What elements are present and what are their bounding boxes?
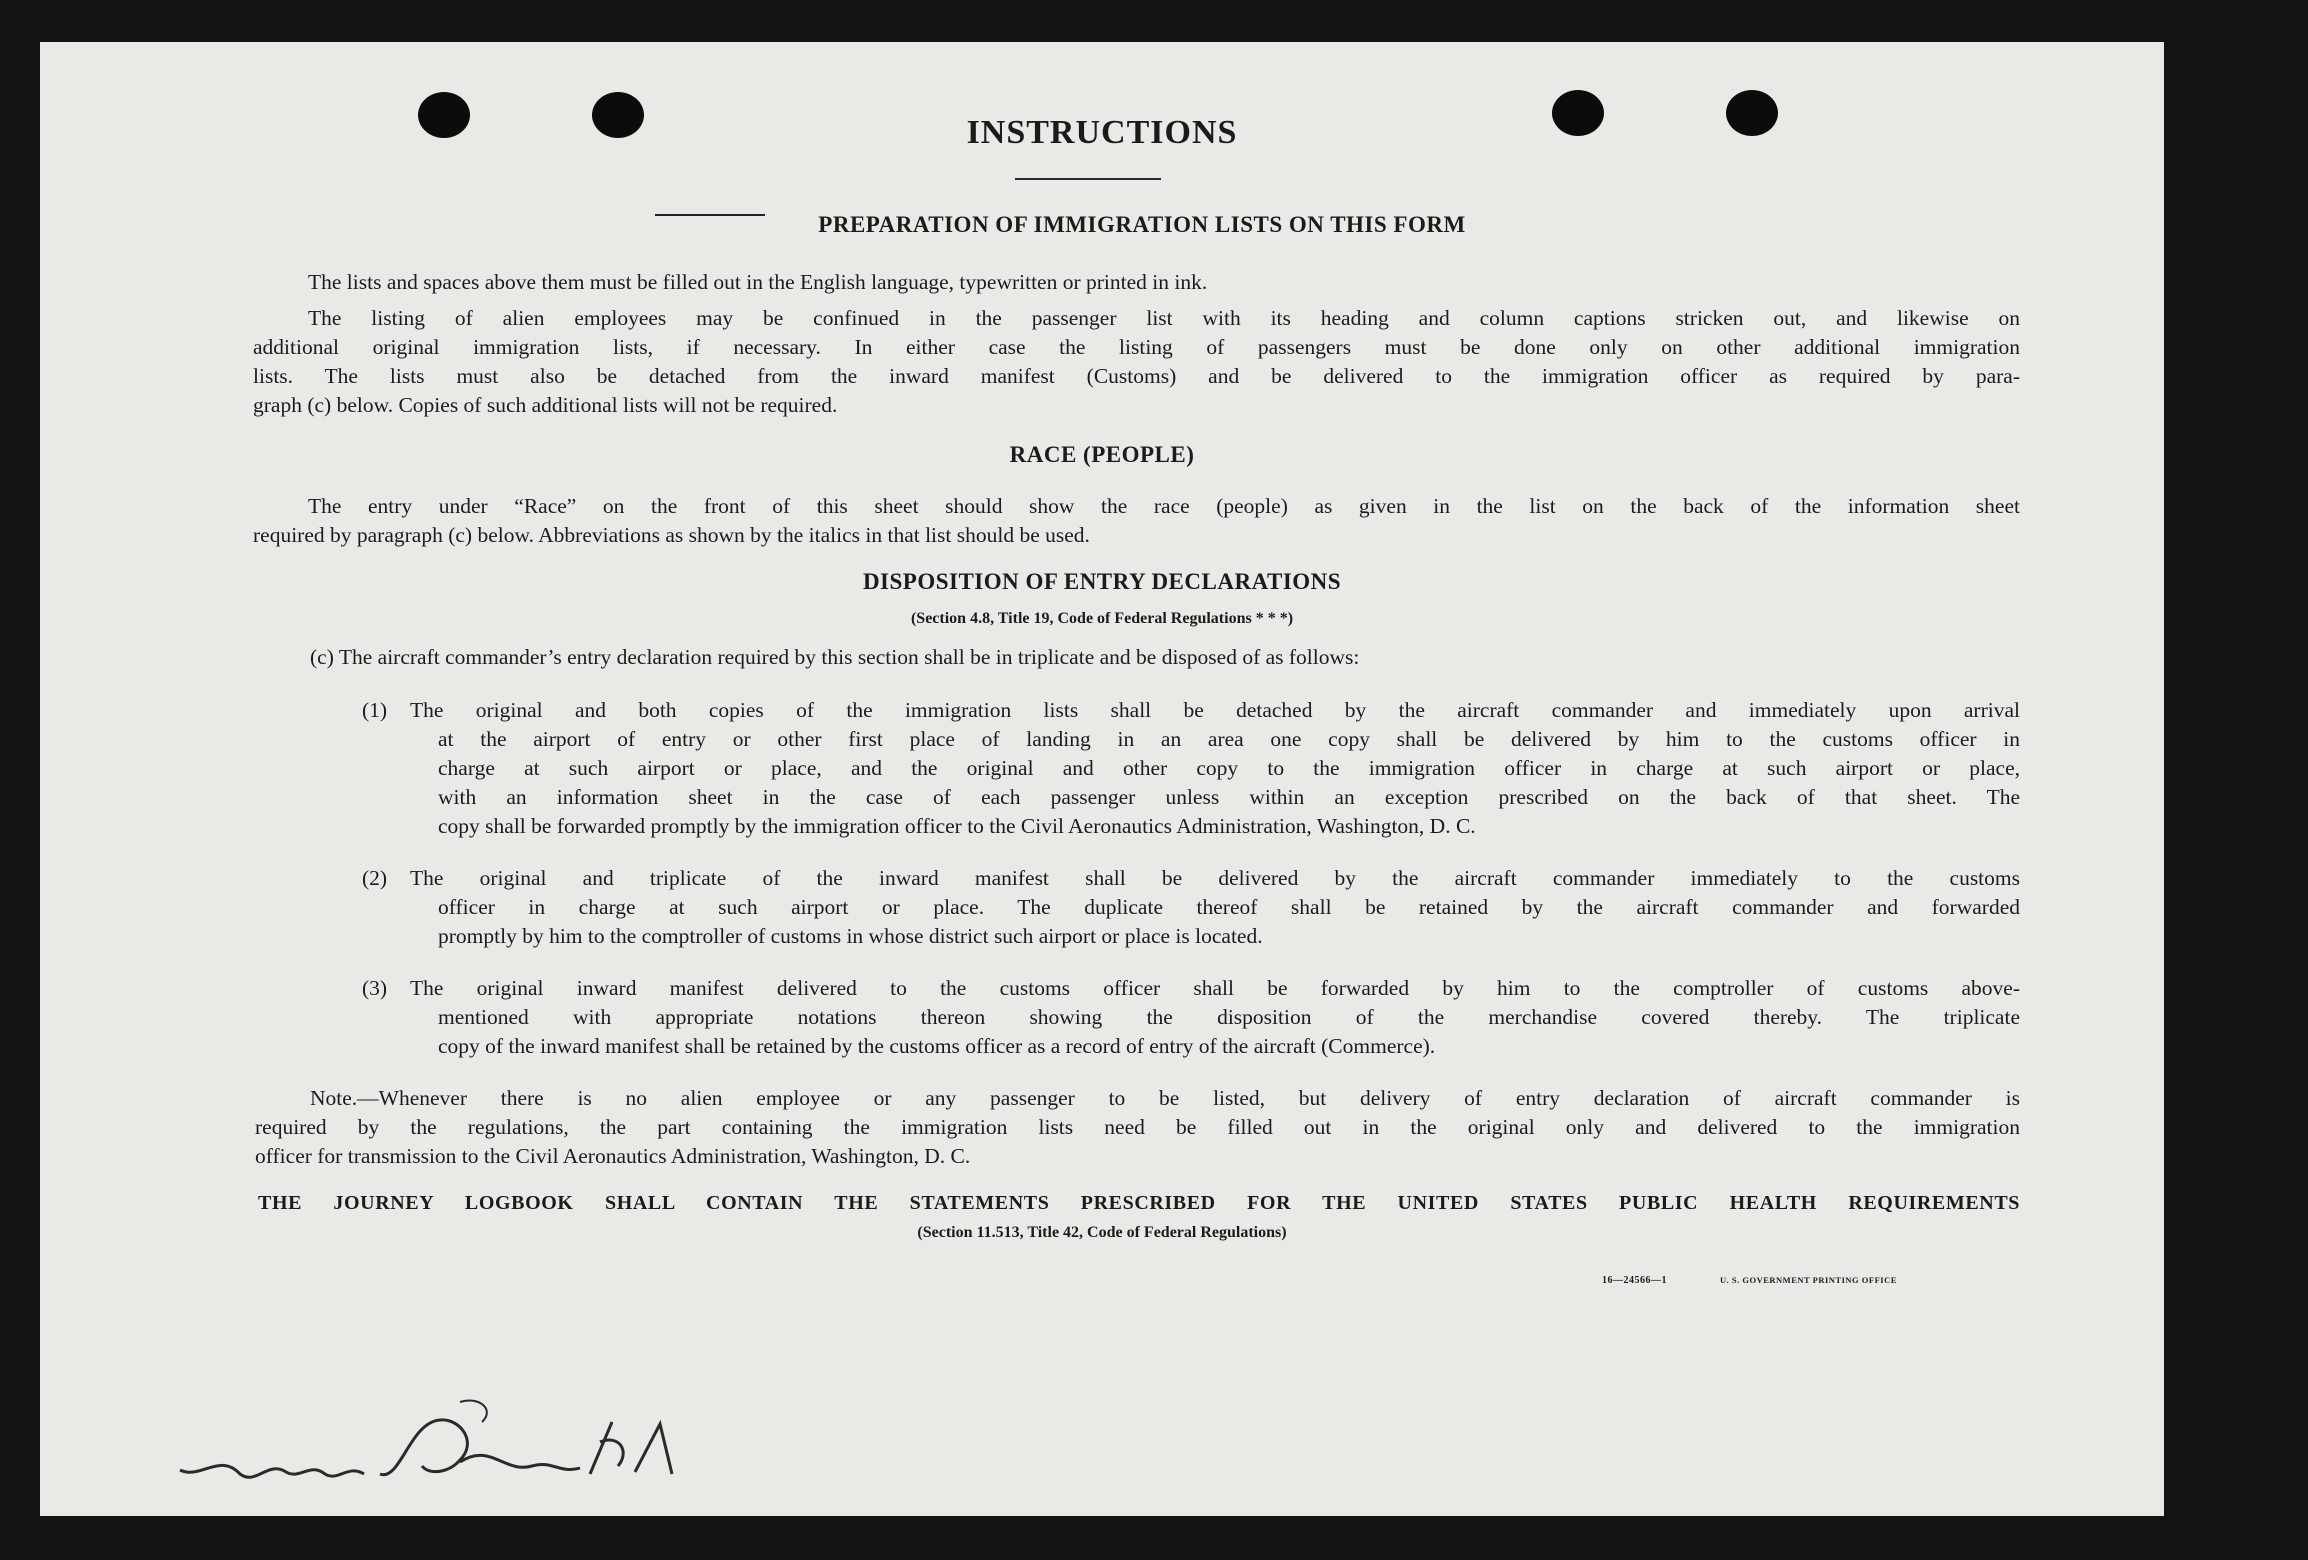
preparation-line: The listing of alien employees may be confinued in the passenger list with its heading and column captions stricken out, and likewise on (308, 306, 2020, 330)
item-line: The original inward manifest delivered to the customs officer shall be forwarded by him to the comptroller of customs above- (410, 976, 2020, 1000)
disposition-intro: (c) The aircraft commander’s entry declaration required by this section shall be in triplicate and be disposed of as follows: (310, 645, 1360, 669)
disposition-citation: (Section 4.8, Title 19, Code of Federal Regulations * * *) (910, 610, 1294, 627)
form-number: 16—24566—1 (1602, 1275, 1667, 1286)
note-line: officer for transmission to the Civil Aeronautics Administration, Washington, D. C. (255, 1144, 971, 1168)
title-underline (1015, 178, 1161, 180)
item-line: at the airport of entry or other first place of landing in an area one copy shall be delivered by him to the customs officer in (438, 727, 2020, 751)
printer-imprint: U. S. GOVERNMENT PRINTING OFFICE (1720, 1275, 1897, 1285)
public-health-citation: (Section 11.513, Title 42, Code of Federal Regulations) (917, 1224, 1287, 1241)
preparation-line: lists. The lists must also be detached from the inward manifest (Customs) and be delivered to the immigration officer as required by para- (253, 364, 2020, 388)
item-line: mentioned with appropriate notations thereon showing the disposition of the merchandise covered thereby. The triplicate (438, 1005, 2020, 1029)
preparation-line: additional original immigration lists, if necessary. In either case the listing of passengers must be done only on other additional immigration (253, 335, 2020, 359)
item-number: (3) (362, 976, 388, 1000)
item-line: The original and triplicate of the inward manifest shall be delivered by the aircraft commander immediately to the customs (410, 866, 2020, 890)
handwritten-signature (160, 1382, 720, 1492)
document-page (40, 42, 2164, 1516)
item-number: (2) (362, 866, 388, 890)
page-title: INSTRUCTIONS (966, 114, 1238, 151)
item-line: promptly by him to the comptroller of customs in whose district such airport or place is located. (438, 924, 1263, 948)
item-line: copy shall be forwarded promptly by the immigration officer to the Civil Aeronautics Administration, Washington, D. C. (438, 814, 1476, 838)
item-line: The original and both copies of the immigration lists shall be detached by the aircraft commander and immediately upon arrival (410, 698, 2020, 722)
race-line: required by paragraph (c) below. Abbreviations as shown by the italics in that list should be used. (253, 523, 1090, 547)
disposition-heading: DISPOSITION OF ENTRY DECLARATIONS (862, 569, 1342, 594)
preparation-line: graph (c) below. Copies of such additional lists will not be required. (253, 393, 838, 417)
item-number: (1) (362, 698, 388, 722)
preparation-heading: PREPARATION OF IMMIGRATION LISTS ON THIS FORM (818, 212, 1466, 237)
strike-mark (655, 214, 765, 216)
race-line: The entry under “Race” on the front of this sheet should show the race (people) as given in the list on the back of the information sheet (308, 494, 2020, 518)
race-heading: RACE (PEOPLE) (1009, 442, 1195, 467)
note-line: Note.—Whenever there is no alien employee or any passenger to be listed, but delivery of entry declaration of aircraft commander is (310, 1086, 2020, 1110)
item-line: officer in charge at such airport or place. The duplicate thereof shall be retained by the aircraft commander and forwarded (438, 895, 2020, 919)
preparation-line: The lists and spaces above them must be filled out in the English language, typewritten or printed in ink. (308, 270, 1208, 294)
item-line: charge at such airport or place, and the original and other copy to the immigration officer in charge at such airport or place, (438, 756, 2020, 780)
item-line: with an information sheet in the case of each passenger unless within an exception prescribed on the back of that sheet. The (438, 785, 2020, 809)
public-health-statement: THE JOURNEY LOGBOOK SHALL CONTAIN THE STATEMENTS PRESCRIBED FOR THE UNITED STATES PUBLIC HEALTH REQUIREMENTS (258, 1192, 2020, 1214)
item-line: copy of the inward manifest shall be retained by the customs officer as a record of entry of the aircraft (Commerce). (438, 1034, 1436, 1058)
note-line: required by the regulations, the part containing the immigration lists need be filled out in the original only and delivered to the immigration (255, 1115, 2020, 1139)
